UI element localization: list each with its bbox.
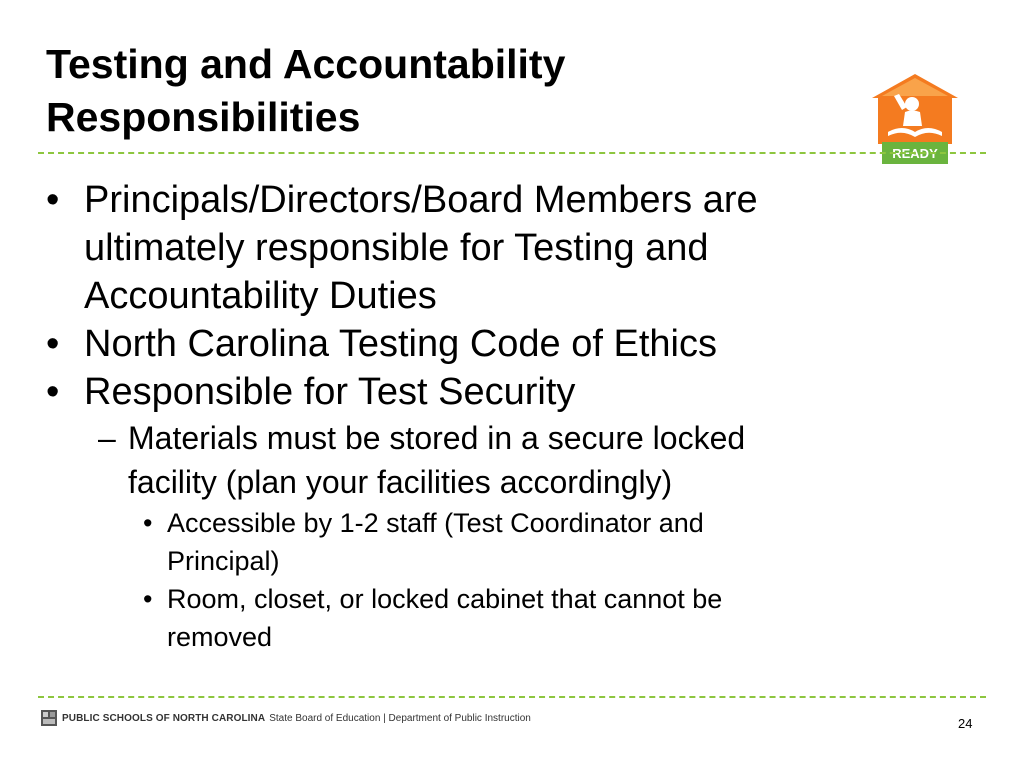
sub-bullet-marker: – [98,420,116,456]
bullet-marker: • [46,323,60,365]
sub-sub-bullet-text-line: Principal) [167,546,280,576]
slide-body [46,176,946,656]
sub-bullet-text-line: facility (plan your facilities accordingly) [128,464,673,500]
sub-sub-bullet-marker: • [143,584,153,614]
bullet-text-line: North Carolina Testing Code of Ethics [84,323,717,365]
title-line-2: Responsibilities [46,94,361,140]
bullet-marker: • [46,371,60,413]
sub-bullet-item [46,416,946,504]
bullet-text-line: Accountability Duties [84,275,437,317]
bullet-item [46,320,946,368]
nc-seal-icon [40,709,58,727]
sub-sub-bullet-text-line: Accessible by 1-2 staff (Test Coordinator and [167,508,704,538]
footer-subtitle: State Board of Education | Department of Public Instruction [269,712,531,724]
page-number: 24 [958,716,973,731]
bullet-text-line: Principals/Directors/Board Members are [84,179,758,221]
footer-org: PUBLIC SCHOOLS OF NORTH CAROLINA [62,712,266,724]
top-divider [38,152,986,154]
title-line-1: Testing and Accountability [46,41,566,87]
slide-title [46,38,846,144]
bottom-divider [38,696,986,698]
sub-sub-bullet-item [46,580,946,656]
footer [40,708,531,728]
bullet-item [46,368,946,416]
bullet-text-line: ultimately responsible for Testing and [84,227,709,269]
sub-sub-bullet-text-line: Room, closet, or locked cabinet that cannot be [167,584,723,614]
sub-bullet-text-line: Materials must be stored in a secure locked [128,420,746,456]
bullet-item [46,176,946,320]
bullet-marker: • [46,179,60,221]
sub-sub-bullet-marker: • [143,508,153,538]
bullet-text-line: Responsible for Test Security [84,371,576,413]
sub-sub-bullet-item [46,504,946,580]
logo-label: READY [892,146,938,161]
sub-sub-bullet-text-line: removed [167,622,273,652]
